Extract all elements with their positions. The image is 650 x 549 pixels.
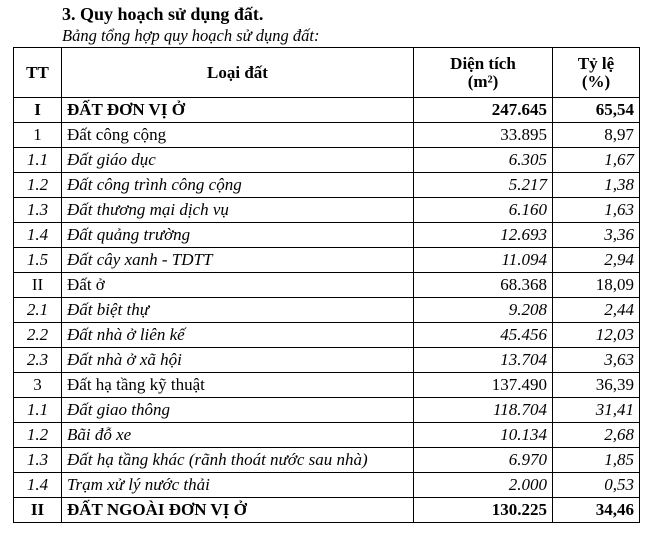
row-number: 3: [14, 373, 62, 398]
row-ratio: 31,41: [553, 398, 640, 423]
row-area: 45.456: [414, 323, 553, 348]
table-body: [14, 98, 640, 523]
row-number: 1.2: [14, 173, 62, 198]
row-ratio: 1,63: [553, 198, 640, 223]
row-land-type: Bãi đỗ xe: [62, 423, 414, 448]
row-number: 1.2: [14, 423, 62, 448]
row-number: 1.1: [14, 148, 62, 173]
row-area: 12.693: [414, 223, 553, 248]
row-number: 1.4: [14, 223, 62, 248]
row-number: 1.3: [14, 448, 62, 473]
row-ratio: 65,54: [553, 98, 640, 123]
row-land-type: Đất giáo dục: [62, 148, 414, 173]
header-area-label: Diện tích: [450, 53, 516, 73]
row-area: 11.094: [414, 248, 553, 273]
row-area: 13.704: [414, 348, 553, 373]
row-number: II: [14, 498, 62, 523]
row-ratio: 34,46: [553, 498, 640, 523]
row-number: 1: [14, 123, 62, 148]
row-land-type: Đất công cộng: [62, 123, 414, 148]
row-land-type: Đất nhà ở xã hội: [62, 348, 414, 373]
row-ratio: 3,63: [553, 348, 640, 373]
header-tt: TT: [14, 48, 62, 98]
header-land-type: Loại đất: [62, 48, 414, 98]
row-number: 2.2: [14, 323, 62, 348]
row-land-type: Đất hạ tầng khác (rãnh thoát nước sau nhà): [62, 448, 414, 473]
table-row: [14, 473, 640, 498]
row-ratio: 8,97: [553, 123, 640, 148]
row-area: 33.895: [414, 123, 553, 148]
row-land-type: ĐẤT ĐƠN VỊ Ở: [62, 98, 414, 123]
table-row: [14, 498, 640, 523]
table-row: [14, 448, 640, 473]
header-area-unit: (m²): [467, 71, 499, 91]
table-row: [14, 273, 640, 298]
section-heading: 3. Quy hoạch sử dụng đất.: [62, 4, 264, 24]
table-row: [14, 348, 640, 373]
row-number: 1.1: [14, 398, 62, 423]
row-land-type: Đất quảng trường: [62, 223, 414, 248]
row-ratio: 12,03: [553, 323, 640, 348]
row-area: 6.160: [414, 198, 553, 223]
header-ratio-unit: (%): [581, 71, 611, 91]
row-area: 247.645: [414, 98, 553, 123]
table-row: [14, 373, 640, 398]
row-area: 9.208: [414, 298, 553, 323]
table-row: [14, 173, 640, 198]
row-ratio: 2,94: [553, 248, 640, 273]
row-ratio: 2,44: [553, 298, 640, 323]
row-land-type: Đất công trình công cộng: [62, 173, 414, 198]
row-number: 2.1: [14, 298, 62, 323]
row-land-type: Đất cây xanh - TDTT: [62, 248, 414, 273]
table-row: [14, 123, 640, 148]
row-number: II: [14, 273, 62, 298]
row-ratio: 1,85: [553, 448, 640, 473]
row-ratio: 18,09: [553, 273, 640, 298]
header-ratio: [553, 48, 640, 98]
table-caption: Bảng tổng hợp quy hoạch sử dụng đất:: [62, 26, 320, 45]
table-row: [14, 223, 640, 248]
table-row: [14, 423, 640, 448]
land-use-table: [13, 47, 640, 523]
row-area: 10.134: [414, 423, 553, 448]
row-area: 130.225: [414, 498, 553, 523]
row-area: 6.305: [414, 148, 553, 173]
row-number: I: [14, 98, 62, 123]
row-ratio: 36,39: [553, 373, 640, 398]
table-row: [14, 298, 640, 323]
row-ratio: 0,53: [553, 473, 640, 498]
table-row: [14, 198, 640, 223]
row-area: 137.490: [414, 373, 553, 398]
row-ratio: 1,38: [553, 173, 640, 198]
table-row: [14, 323, 640, 348]
table-row: [14, 98, 640, 123]
row-number: 1.3: [14, 198, 62, 223]
row-land-type: Đất biệt thự: [62, 298, 414, 323]
row-land-type: Trạm xử lý nước thải: [62, 473, 414, 498]
row-land-type: Đất thương mại dịch vụ: [62, 198, 414, 223]
row-number: 2.3: [14, 348, 62, 373]
row-land-type: Đất ở: [62, 273, 414, 298]
table-row: [14, 148, 640, 173]
row-number: 1.5: [14, 248, 62, 273]
header-area: [414, 48, 553, 98]
table-row: [14, 398, 640, 423]
row-land-type: Đất giao thông: [62, 398, 414, 423]
row-ratio: 1,67: [553, 148, 640, 173]
row-ratio: 2,68: [553, 423, 640, 448]
row-number: 1.4: [14, 473, 62, 498]
row-ratio: 3,36: [553, 223, 640, 248]
row-land-type: ĐẤT NGOÀI ĐƠN VỊ Ở: [62, 498, 414, 523]
row-land-type: Đất nhà ở liên kế: [62, 323, 414, 348]
row-area: 6.970: [414, 448, 553, 473]
row-area: 5.217: [414, 173, 553, 198]
header-ratio-label: Tỷ lệ: [577, 53, 615, 73]
row-land-type: Đất hạ tầng kỹ thuật: [62, 373, 414, 398]
row-area: 118.704: [414, 398, 553, 423]
row-area: 68.368: [414, 273, 553, 298]
table-header-row: [14, 48, 640, 98]
table-row: [14, 248, 640, 273]
row-area: 2.000: [414, 473, 553, 498]
